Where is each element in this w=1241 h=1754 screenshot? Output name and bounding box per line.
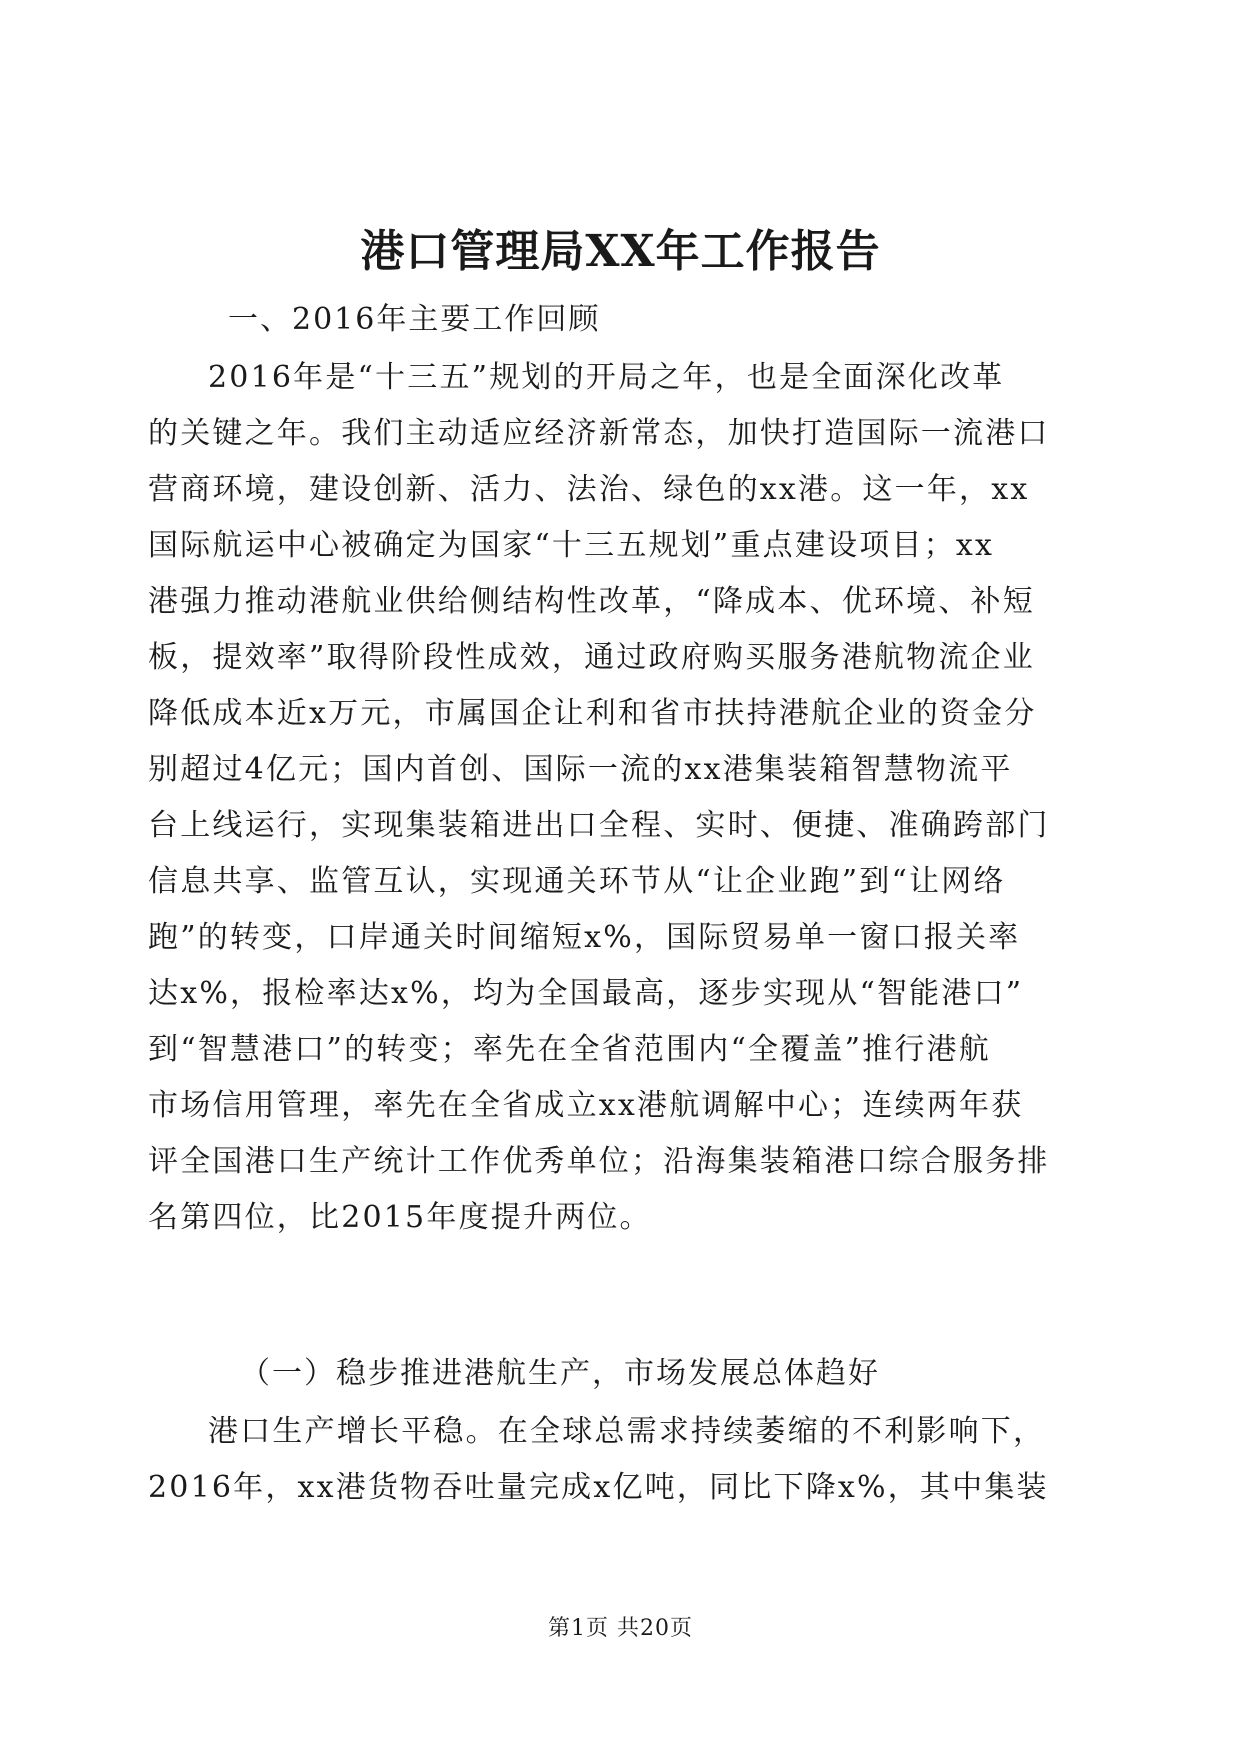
- paragraph-line: 板，提效率”取得阶段性成效，通过政府购买服务港航物流企业: [148, 640, 1035, 675]
- paragraph-line: 达x%，报检率达x%，均为全国最高，逐步实现从“智能港口”: [148, 976, 1024, 1011]
- paragraph-line: 2016年，xx港货物吞吐量完成x亿吨，同比下降x%，其中集装: [148, 1470, 1049, 1505]
- paragraph-line: 国际航运中心被确定为国家“十三五规划”重点建设项目；xx: [148, 528, 995, 563]
- paragraph-line: 名第四位，比2015年度提升两位。: [148, 1200, 652, 1235]
- paragraph-line: 到“智慧港口”的转变；率先在全省范围内“全覆盖”推行港航: [148, 1032, 991, 1067]
- paragraph-line: 评全国港口生产统计工作优秀单位；沿海集装箱港口综合服务排: [148, 1144, 1050, 1179]
- subsection-heading: （一）稳步推进港航生产，市场发展总体趋好: [240, 1356, 880, 1391]
- paragraph-line: 港强力推动港航业供给侧结构性改革，“降成本、优环境、补短: [148, 584, 1035, 619]
- paragraph-line: 2016年是“十三五”规划的开局之年，也是全面深化改革: [208, 360, 1005, 395]
- paragraph-line: 信息共享、监管互认，实现通关环节从“让企业跑”到“让网络: [148, 864, 1006, 899]
- paragraph-line: 市场信用管理，率先在全省成立xx港航调解中心；连续两年获: [148, 1088, 1024, 1123]
- paragraph-line: 别超过4亿元；国内首创、国际一流的xx港集装箱智慧物流平: [148, 752, 1013, 787]
- section-heading: 一、2016年主要工作回顾: [228, 302, 601, 337]
- paragraph-line: 港口生产增长平稳。在全球总需求持续萎缩的不利影响下，: [208, 1414, 1046, 1449]
- document-title: 港口管理局XX年工作报告: [360, 226, 881, 277]
- page-footer: 第1页 共20页: [548, 1616, 693, 1641]
- paragraph-line: 跑”的转变，口岸通关时间缩短x%，国际贸易单一窗口报关率: [148, 920, 1021, 955]
- paragraph-line: 营商环境，建设创新、活力、法治、绿色的xx港。这一年，xx: [148, 472, 1030, 507]
- paragraph-line: 台上线运行，实现集装箱进出口全程、实时、便捷、准确跨部门: [148, 808, 1050, 843]
- paragraph-line: 降低成本近x万元，市属国企让利和省市扶持港航企业的资金分: [148, 696, 1037, 731]
- paragraph-line: 的关键之年。我们主动适应经济新常态，加快打造国际一流港口: [148, 416, 1050, 451]
